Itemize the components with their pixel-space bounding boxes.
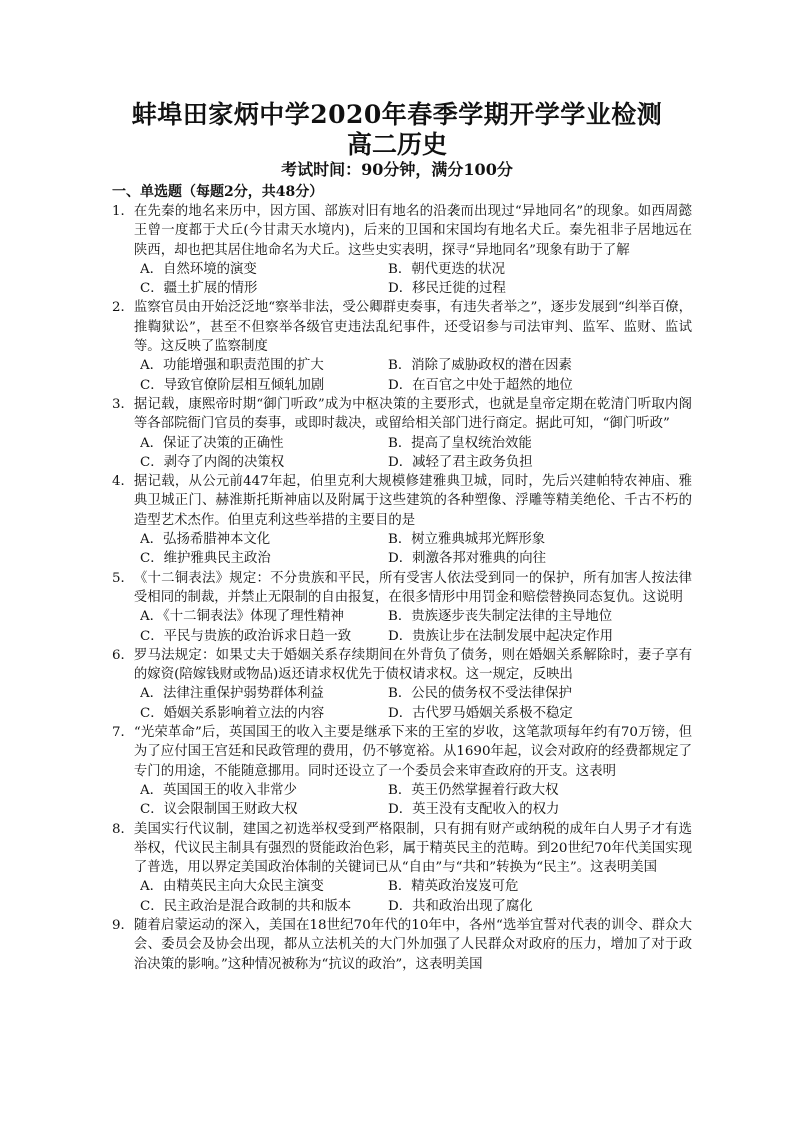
question-4 bbox=[112, 472, 692, 568]
answer-option: A．自然环境的演变 bbox=[140, 261, 257, 277]
answer-options bbox=[112, 434, 692, 473]
question-number: 6． bbox=[112, 647, 134, 663]
answer-option: D．共和政治出现了腐化 bbox=[388, 898, 533, 914]
question-number: 8． bbox=[112, 821, 134, 837]
question-stem bbox=[112, 646, 692, 685]
answer-option: D．英王没有支配收入的权力 bbox=[388, 802, 560, 818]
answer-option: B．贵族逐步丧失制定法律的主导地位 bbox=[388, 609, 613, 625]
answer-option: A．保证了决策的正确性 bbox=[140, 435, 284, 451]
answer-option: D．移民迁徙的过程 bbox=[388, 281, 506, 297]
question-text: 《十二铜表法》规定：不分贵族和平民，所有受害人依法受到同一的保护，所有加害人按法律受相同的制裁，并禁止无限制的自由报复，在很多情形中用罚金和赔偿替换同态复仇。这说明 bbox=[133, 570, 692, 605]
question-1 bbox=[112, 202, 692, 298]
answer-options bbox=[112, 356, 692, 395]
answer-option: A．英国国王的收入非常少 bbox=[140, 782, 297, 798]
exam-subject: 高二历史 bbox=[346, 130, 447, 159]
answer-option: D．古代罗马婚姻关系极不稳定 bbox=[388, 705, 573, 721]
answer-option: C．民主政治是混合政制的共和版本 bbox=[140, 898, 352, 914]
answer-option: B．精英政治岌岌可危 bbox=[388, 879, 519, 895]
question-stem bbox=[112, 395, 692, 434]
question-text: 美国实行代议制，建国之初选举权受到严格限制，只有拥有财产或纳税的成年白人男子才有选举权，代议民主制具有强烈的贤能政治色彩，属于精英民主的范畴。到20世纪70年代美国实现了普选，用以界定美国政治体制的关键词已从“自由”与“共和”转换为“民主”。这表明美国 bbox=[133, 821, 692, 876]
question-stem bbox=[112, 202, 692, 260]
answer-option: D．减轻了君主政务负担 bbox=[388, 454, 533, 470]
question-text: 在先秦的地名来历中，因方国、部族对旧有地名的沿袭而出现过“异地同名”的现象。如西周懿王曾一度都于犬丘(今甘肃天水境内)，后来的卫国和宋国均有地名犬丘。秦先祖非子居地远在陕西，却也把其居住地命名为犬丘。这些史实表明，探寻“异地同名”现象有助于了解 bbox=[133, 204, 692, 258]
question-7 bbox=[112, 723, 692, 819]
question-text: 监察官员由开始泛泛地“察举非法，受公卿群吏奏事，有违失者举之”，逐步发展到“纠举百僚，推鞫狱讼”，甚至不但察举各级官吏违法乱纪事件，还受诏参与司法审判、监军、监财、监试等。这反映了监察制度 bbox=[133, 300, 692, 355]
question-5 bbox=[112, 569, 692, 646]
question-text: 罗马法规定：如果丈夫于婚姻关系存续期间在外背负了债务，则在婚姻关系解除时，妻子享有的嫁资(陪嫁钱财或物品)返还请求权优先于债权请求权。这一规定，反映出 bbox=[133, 647, 692, 683]
answer-option: C．疆土扩展的情形 bbox=[140, 281, 258, 297]
answer-options bbox=[112, 260, 692, 299]
answer-option: C．议会限制国王财政大权 bbox=[140, 802, 298, 818]
answer-option: C．平民与贵族的政治诉求日趋一致 bbox=[140, 628, 352, 644]
question-stem bbox=[112, 569, 692, 608]
answer-option: C．婚姻关系影响着立法的内容 bbox=[140, 705, 325, 721]
answer-option: B．朝代更迭的状况 bbox=[388, 261, 505, 277]
section-heading: 一、单选题（每题2分，共48分） bbox=[112, 184, 324, 200]
question-number: 1． bbox=[112, 204, 134, 219]
question-number: 9． bbox=[112, 917, 134, 933]
question-number: 7． bbox=[112, 725, 134, 741]
answer-option: A．功能增强和职责范围的扩大 bbox=[140, 358, 324, 374]
answer-options bbox=[112, 530, 692, 569]
answer-option: A．《十二铜表法》体现了理性精神 bbox=[140, 609, 344, 625]
question-3 bbox=[112, 395, 692, 472]
question-number: 5． bbox=[112, 570, 134, 586]
question-list bbox=[112, 202, 692, 974]
answer-options bbox=[112, 607, 692, 646]
question-2 bbox=[112, 298, 692, 394]
answer-option: A．由精英民主向大众民主演变 bbox=[140, 879, 324, 895]
answer-option: B．公民的债务权不受法律保护 bbox=[388, 686, 572, 702]
answer-option: D．在百官之中处于超然的地位 bbox=[388, 377, 573, 393]
answer-option: D．刺激各邦对雅典的向往 bbox=[388, 551, 547, 567]
question-number: 4． bbox=[112, 474, 134, 490]
answer-options bbox=[112, 781, 692, 820]
answer-options bbox=[112, 684, 692, 723]
answer-option: C．导致官僚阶层相互倾轧加剧 bbox=[140, 377, 325, 393]
question-text: 据记载，康熙帝时期“御门听政”成为中枢决策的主要形式，也就是皇帝定期在乾清门听取内阁等各部院衙门官员的奏事，或即时裁决，或留给相关部门进行商定。据此可知，“御门听政” bbox=[133, 396, 692, 432]
answer-option: B．消除了威胁政权的潜在因素 bbox=[388, 358, 572, 374]
question-stem bbox=[112, 472, 692, 530]
exam-info: 考试时间：90分钟，满分100分 bbox=[281, 160, 513, 179]
answer-option: B．英王仍然掌握着行政大权 bbox=[388, 782, 559, 798]
question-stem bbox=[112, 820, 692, 878]
question-number: 2． bbox=[112, 300, 134, 316]
exam-title: 蚌埠田家炳中学2020年春季学期开学学业检测 bbox=[131, 100, 663, 129]
answer-option: B．提高了皇权统治效能 bbox=[388, 435, 532, 451]
question-9 bbox=[112, 916, 692, 974]
question-text: “光荣革命”后，英国国王的收入主要是继承下来的王室的岁收，这笔款项每年约有70万镑，但为了应付国王宫廷和民政管理的费用，仍不够宽裕。从1690年起，议会对政府的经费都规定了专门的用途，不能随意挪用。同时还设立了一个委员会来审查政府的开支。这表明 bbox=[133, 725, 692, 779]
question-stem bbox=[112, 916, 692, 974]
question-text: 随着启蒙运动的深入，美国在18世纪70年代的10年中，各州“选举宜誓对代表的训令、群众大会、委员会及协会出现，都从立法机关的大门外加强了人民群众对政府的压力，增加了对于政治决策的影响。”这种情况被称为“抗议的政治”，这表明美国 bbox=[133, 917, 692, 972]
question-number: 3． bbox=[112, 396, 134, 412]
question-stem bbox=[112, 723, 692, 781]
answer-options bbox=[112, 877, 692, 916]
answer-option: D．贵族让步在法制发展中起决定作用 bbox=[388, 628, 613, 644]
answer-option: A．弘扬希腊神本文化 bbox=[140, 532, 271, 548]
answer-option: B．树立雅典城邦光辉形象 bbox=[388, 532, 546, 548]
answer-option: C．维护雅典民主政治 bbox=[140, 551, 271, 567]
question-6 bbox=[112, 646, 692, 723]
answer-option: A．法律注重保护弱势群体利益 bbox=[140, 686, 324, 702]
question-8 bbox=[112, 820, 692, 916]
question-stem bbox=[112, 298, 692, 356]
answer-option: C．剥夺了内阁的决策权 bbox=[140, 454, 285, 470]
question-text: 据记载，从公元前447年起，伯里克利大规模修建雅典卫城，同时，先后兴建帕特农神庙、雅典卫城正门、赫淮斯托斯神庙以及附属于这些建筑的各种塑像、浮雕等精美绝伦、千古不朽的造型艺术杰作。伯里克利这些举措的主要目的是 bbox=[133, 474, 692, 528]
